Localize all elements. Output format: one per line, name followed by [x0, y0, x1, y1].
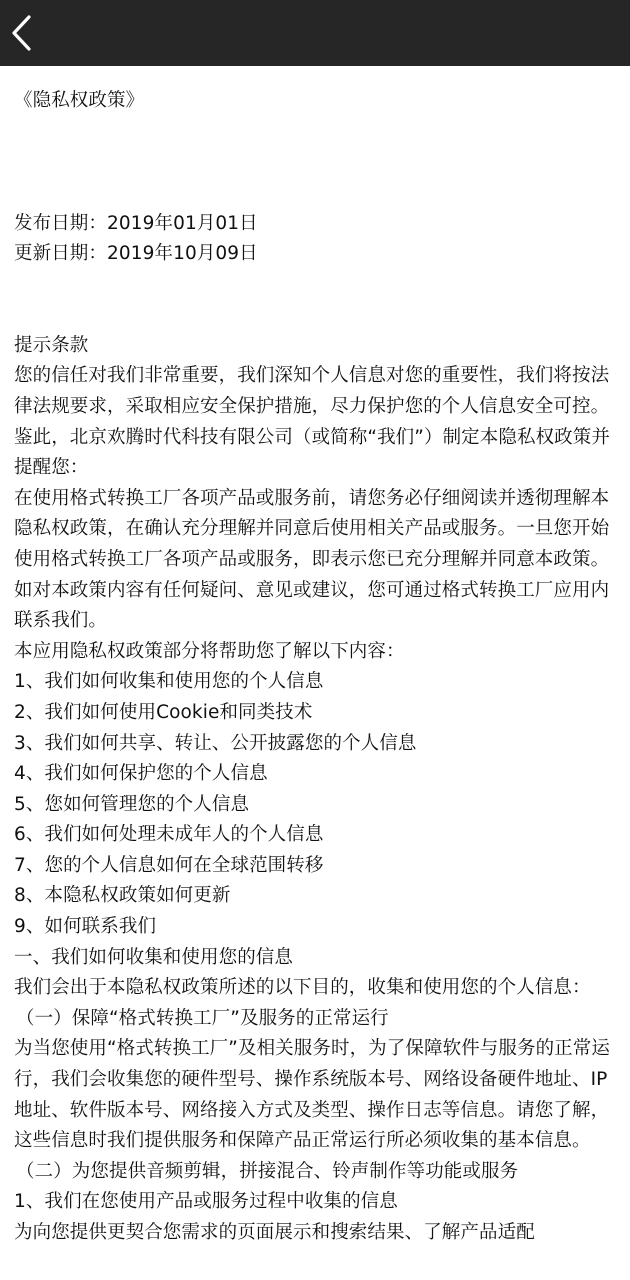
toc-item: 3、我们如何共享、转让、公开披露您的个人信息: [14, 732, 417, 754]
chevron-left-icon: [11, 15, 33, 51]
toc-item: 2、我们如何使用Cookie和同类技术: [14, 701, 313, 723]
publish-date: 发布日期：2019年01月01日: [14, 212, 258, 234]
top-app-bar: [0, 0, 630, 66]
subsection-heading: （二）为您提供音频剪辑，拼接混合、铃声制作等功能或服务: [16, 1160, 519, 1182]
paragraph: 我们会出于本隐私权政策所述的以下目的，收集和使用您的个人信息：: [14, 977, 591, 999]
section-heading: 提示条款: [14, 334, 89, 356]
toc-item: 9、如何联系我们: [14, 916, 157, 938]
toc-item: 5、您如何管理您的个人信息: [14, 793, 250, 815]
paragraph: 在使用格式转换工厂各项产品或服务前，请您务必仔细阅读并透彻理解本隐私权政策，在确认充分理解并同意后使用相关产品或服务。一旦您开始使用格式转换工厂各项产品或服务，即表示您已充分理解并同意本政策。如对本政策内容有任何疑问、意见或建议，您可通过格式转换工厂应用内联系我们。: [14, 487, 610, 632]
document-title: 《隐私权政策》: [14, 90, 145, 111]
toc-item: 1、我们如何收集和使用您的个人信息: [14, 671, 324, 693]
toc-item: 7、您的个人信息如何在全球范围转移: [14, 854, 324, 876]
policy-content: [14, 86, 616, 1249]
paragraph: 您的信任对我们非常重要，我们深知个人信息对您的重要性，我们将按法律法规要求，采取相应安全保护措施，尽力保护您的个人信息安全可控。鉴此，北京欢腾时代科技有限公司（或简称“我们”）制定本隐私权政策并提醒您：: [14, 365, 610, 479]
subsection-heading: （一）保障“格式转换工厂”及服务的正常运行: [16, 1007, 389, 1029]
update-date: 更新日期：2019年10月09日: [14, 243, 258, 265]
list-item: 1、我们在您使用产品或服务过程中收集的信息: [14, 1191, 398, 1213]
toc-intro: 本应用隐私权政策部分将帮助您了解以下内容：: [14, 640, 405, 662]
chapter-heading: 一、我们如何收集和使用您的信息: [14, 946, 294, 968]
paragraph: 为向您提供更契合您需求的页面展示和搜索结果、了解产品适配: [14, 1222, 535, 1243]
paragraph: 为当您使用“格式转换工厂”及相关服务时，为了保障软件与服务的正常运行，我们会收集您的硬件型号、操作系统版本号、网络设备硬件地址、IP地址、软件版本号、网络接入方式及类型、操作日志等信息。请您了解，这些信息时我们提供服务和保障产品正常运行所必须收集的基本信息。: [14, 1038, 610, 1152]
toc-item: 6、我们如何处理未成年人的个人信息: [14, 824, 324, 846]
toc-item: 8、本隐私权政策如何更新: [14, 885, 231, 907]
back-button[interactable]: [0, 0, 44, 66]
toc-item: 4、我们如何保护您的个人信息: [14, 763, 268, 785]
